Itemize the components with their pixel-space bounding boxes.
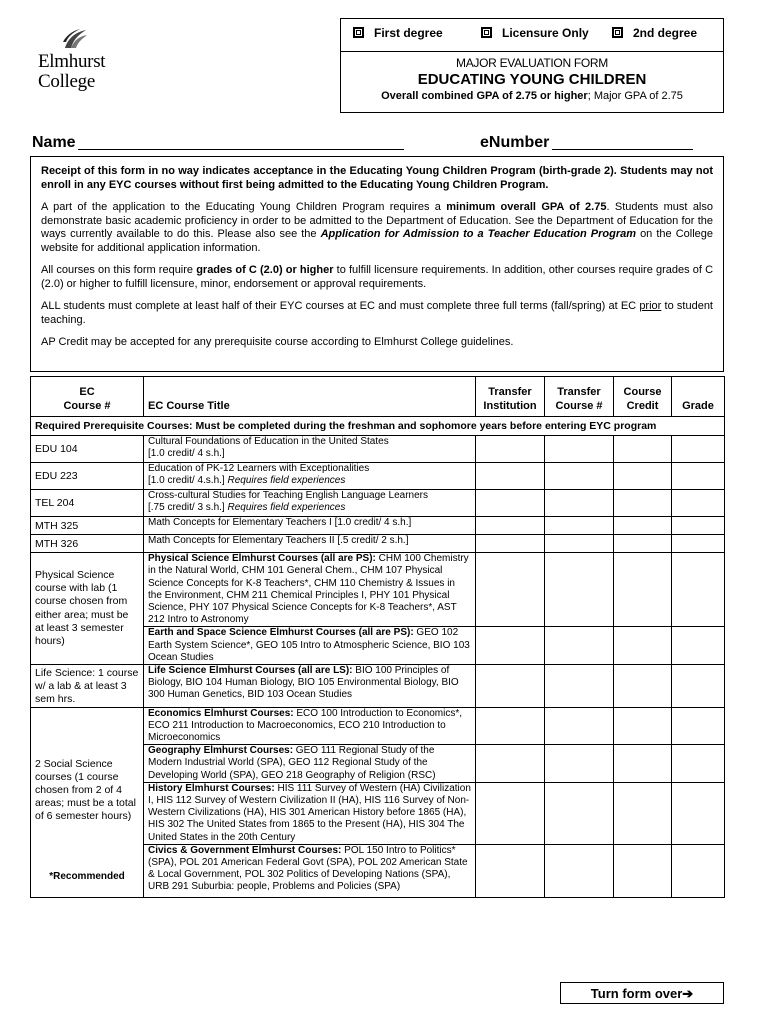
civics-courses: Civics & Government Elmhurst Courses: POL 150 Intro to Politics* (SPA), POL 201 American Federal Govt (SPA), POL 202 American State & Local Government, POL 302 Politics of Developing Nations (SPA), URB 291 Suburbia: people, Problems and Policies (SPA) xyxy=(144,844,476,897)
col-ec-course-title: EC Course Title xyxy=(144,377,476,417)
form-label: MAJOR EVALUATION FORM xyxy=(456,56,608,70)
section-header: Required Prerequisite Courses: Must be completed during the freshman and sophomore years before entering EYC program xyxy=(31,417,725,436)
course-title: Cross-cultural Studies for Teaching English Language Learners [.75 credit/ 3 s.h.] Requires field experiences xyxy=(144,490,476,517)
transfer-course-cell[interactable] xyxy=(545,517,614,535)
first-degree-label: First degree xyxy=(374,26,443,40)
residency-prior: prior xyxy=(639,300,662,312)
geography-courses: Geography Elmhurst Courses: GEO 111 Regional Study of the Modern Industrial World (SPA), GEO 112 Regional Study of the Developing World (SPA), GEO 218 Geography of Religion (RSC) xyxy=(144,745,476,783)
course-title: Cultural Foundations of Education in the United States [1.0 credit/ 4 s.h.] xyxy=(144,436,476,463)
credit-cell[interactable] xyxy=(614,436,672,463)
college-logo xyxy=(38,28,120,98)
gpa-text-2: . Students must also demonstrate basic academic proficiency in order to be admitted to the Department of Education. See the Department of Education for the ways currently available to do this. Please also see the xyxy=(41,201,713,240)
table-row xyxy=(31,665,725,708)
course-code: TEL 204 xyxy=(31,490,144,517)
transfer-institution-cell[interactable] xyxy=(476,535,545,553)
transfer-institution-cell[interactable] xyxy=(476,707,545,745)
policy-notice-box xyxy=(30,156,724,372)
gpa-text-bold: minimum overall GPA of 2.75 xyxy=(446,201,607,213)
grade-cell[interactable] xyxy=(672,707,725,745)
table-row xyxy=(31,436,725,463)
transfer-institution-cell[interactable] xyxy=(476,490,545,517)
transfer-institution-cell[interactable] xyxy=(476,665,545,708)
licensure-only-checkbox[interactable] xyxy=(481,27,492,38)
application-link: Application for Admission to a Teacher Education Program xyxy=(320,228,637,240)
grades-text-1: All courses on this form require xyxy=(41,264,197,276)
degree-options xyxy=(341,19,723,52)
credit-cell[interactable] xyxy=(614,463,672,490)
logo-line-1: Elmhurst xyxy=(38,51,106,72)
table-row xyxy=(31,463,725,490)
elmhurst-shield-icon xyxy=(62,28,88,50)
col-transfer-institution: Transfer Institution xyxy=(476,377,545,417)
credit-cell[interactable] xyxy=(614,782,672,844)
economics-courses: Economics Elmhurst Courses: ECO 100 Introduction to Economics*, ECO 211 Introduction to Macroeconomics, ECO 210 Introduction to Microeconomics xyxy=(144,707,476,745)
gpa-major: ; Major GPA of 2.75 xyxy=(587,90,683,102)
grade-cell[interactable] xyxy=(672,844,725,897)
licensure-only-label: Licensure Only xyxy=(502,26,589,40)
grade-cell[interactable] xyxy=(672,463,725,490)
transfer-course-cell[interactable] xyxy=(545,553,614,627)
residency-text-2: to student teaching. xyxy=(41,300,713,326)
gpa-text-3: on the College website for additional application information. xyxy=(41,228,713,254)
transfer-institution-cell[interactable] xyxy=(476,745,545,783)
turn-form-over-box xyxy=(560,982,724,1004)
form-title: EDUCATING YOUNG CHILDREN xyxy=(417,71,647,88)
credit-cell[interactable] xyxy=(614,745,672,783)
transfer-course-cell[interactable] xyxy=(545,707,614,745)
enumber-label: eNumber xyxy=(480,134,550,151)
second-degree-checkbox[interactable] xyxy=(612,27,623,38)
name-field[interactable] xyxy=(78,131,404,150)
arrow-right-icon: ➔ xyxy=(682,986,694,1001)
transfer-course-cell[interactable] xyxy=(545,665,614,708)
grade-cell[interactable] xyxy=(672,535,725,553)
gpa-text-1: A part of the application to the Educating Young Children Program requires a xyxy=(41,201,447,213)
table-row xyxy=(31,707,725,745)
social-science-requirement xyxy=(31,707,144,897)
col-transfer-course-num: Transfer Course # xyxy=(545,377,614,417)
first-degree-option[interactable] xyxy=(353,26,443,40)
credit-cell[interactable] xyxy=(614,665,672,708)
recommended-note: *Recommended xyxy=(49,870,125,882)
grade-cell[interactable] xyxy=(672,436,725,463)
gpa-requirement xyxy=(341,90,723,102)
transfer-course-cell[interactable] xyxy=(545,436,614,463)
physical-science-courses: Physical Science Elmhurst Courses (all are PS): CHM 100 Chemistry in the Natural World, CHM 101 General Chem., CHM 107 Physical Science Concepts for K-8 Teachers*, CHM 110 Chemistry & Issues in the Environment, CHM 211 Chemical Principles I, PHY 101 Physical Science, PHY 107 Physical Science Concepts for K-8 Teachers*, AST 212 Intro to Astronomy xyxy=(144,553,476,627)
credit-cell[interactable] xyxy=(614,535,672,553)
transfer-institution-cell[interactable] xyxy=(476,627,545,665)
grade-cell[interactable] xyxy=(672,782,725,844)
credit-cell[interactable] xyxy=(614,844,672,897)
transfer-course-cell[interactable] xyxy=(545,782,614,844)
course-title: Math Concepts for Elementary Teachers II [.5 credit/ 2 s.h.] xyxy=(144,535,476,553)
degree-header-box xyxy=(340,18,724,113)
receipt-notice: Receipt of this form in no way indicates acceptance in the Educating Young Children Program (birth-grade 2). Students may not enroll in any EYC courses without first being admitted to the Educating Young Children Program. xyxy=(41,165,713,191)
transfer-institution-cell[interactable] xyxy=(476,844,545,897)
grades-text-bold: grades of C (2.0) or higher xyxy=(196,264,334,276)
life-science-courses: Life Science Elmhurst Courses (all are LS): BIO 100 Principles of Biology, BIO 104 Human Biology, BIO 105 Environmental Biology, BIO 300 Human Genetics, BID 103 Ocean Studies xyxy=(144,665,476,708)
transfer-institution-cell[interactable] xyxy=(476,517,545,535)
credit-cell[interactable] xyxy=(614,490,672,517)
transfer-course-cell[interactable] xyxy=(545,535,614,553)
grade-cell[interactable] xyxy=(672,745,725,783)
residency-text-1: ALL students must complete at least half of their EYC courses at EC and must complete three full terms (fall/spring) at EC xyxy=(41,300,640,312)
earth-space-courses: Earth and Space Science Elmhurst Courses (all are PS): GEO 102 Earth System Science*, GEO 105 Intro to Atmospheric Science, BIO 103 Ocean Studies xyxy=(144,627,476,665)
grades-text-2: to fulfill licensure requirements. In addition, other courses require grades of C (2.0) or higher to fulfill licensure, minor, endorsement or approval requirements. xyxy=(41,264,714,290)
course-table xyxy=(30,376,725,898)
credit-cell[interactable] xyxy=(614,517,672,535)
grades-paragraph xyxy=(41,264,713,291)
turn-form-over-label: Turn form over xyxy=(590,986,683,1001)
logo-line-2: College xyxy=(38,71,95,92)
course-code: MTH 326 xyxy=(31,535,144,553)
transfer-course-cell[interactable] xyxy=(545,490,614,517)
gpa-paragraph xyxy=(41,201,713,255)
grade-cell[interactable] xyxy=(672,490,725,517)
transfer-course-cell[interactable] xyxy=(545,627,614,665)
course-code: EDU 104 xyxy=(31,436,144,463)
col-grade: Grade xyxy=(672,377,725,417)
col-ec-course-num: EC Course # xyxy=(31,377,144,417)
second-degree-option[interactable] xyxy=(612,26,697,40)
credit-cell[interactable] xyxy=(614,553,672,627)
grade-cell[interactable] xyxy=(672,627,725,665)
social-science-text: 2 Social Science courses (1 course chosen from 2 of 4 areas; must be a total of 6 semester hours) xyxy=(35,757,136,823)
physical-science-requirement: Physical Science course with lab (1 course chosen from either area; must be at least 3 semester hours) xyxy=(31,553,144,665)
enumber-field[interactable] xyxy=(552,131,693,150)
col-course-credit: Course Credit xyxy=(614,377,672,417)
transfer-course-cell[interactable] xyxy=(545,844,614,897)
second-degree-label: 2nd degree xyxy=(633,26,698,40)
transfer-course-cell[interactable] xyxy=(545,745,614,783)
gpa-overall: Overall combined GPA of 2.75 or higher xyxy=(381,90,588,102)
table-row xyxy=(31,553,725,627)
credit-cell[interactable] xyxy=(614,627,672,665)
ap-credit-paragraph: AP Credit may be accepted for any prerequisite course according to Elmhurst College guidelines. xyxy=(41,336,514,348)
first-degree-checkbox[interactable] xyxy=(353,27,364,38)
grade-cell[interactable] xyxy=(672,517,725,535)
transfer-institution-cell[interactable] xyxy=(476,463,545,490)
transfer-institution-cell[interactable] xyxy=(476,782,545,844)
transfer-course-cell[interactable] xyxy=(545,463,614,490)
course-code: MTH 325 xyxy=(31,517,144,535)
credit-cell[interactable] xyxy=(614,707,672,745)
table-row xyxy=(31,535,725,553)
course-title: Education of PK-12 Learners with Exceptionalities [1.0 credit/ 4.s.h.] Requires field experiences xyxy=(144,463,476,490)
residency-paragraph xyxy=(41,300,713,327)
history-courses: History Elmhurst Courses: HIS 111 Survey of Western (HA) Civilization I, HIS 112 Survey of Western Civilization II (HA), HIS 116 Survey of Non-Western Civilizations (HA), HIS 301 American History before 1865 (HA), HIS 302 The United States from 1865 to the Present (HA), HIS 304 The United States in the 20th Century xyxy=(144,782,476,844)
table-row xyxy=(31,490,725,517)
transfer-institution-cell[interactable] xyxy=(476,436,545,463)
table-row xyxy=(31,517,725,535)
course-title: Math Concepts for Elementary Teachers I [1.0 credit/ 4 s.h.] xyxy=(144,517,476,535)
licensure-only-option[interactable] xyxy=(481,26,589,40)
grade-cell[interactable] xyxy=(672,665,725,708)
name-label: Name xyxy=(32,134,76,151)
transfer-institution-cell[interactable] xyxy=(476,553,545,627)
life-science-requirement: Life Science: 1 course w/ a lab & at least 3 sem hrs. xyxy=(31,665,144,708)
course-code: EDU 223 xyxy=(31,463,144,490)
grade-cell[interactable] xyxy=(672,553,725,627)
